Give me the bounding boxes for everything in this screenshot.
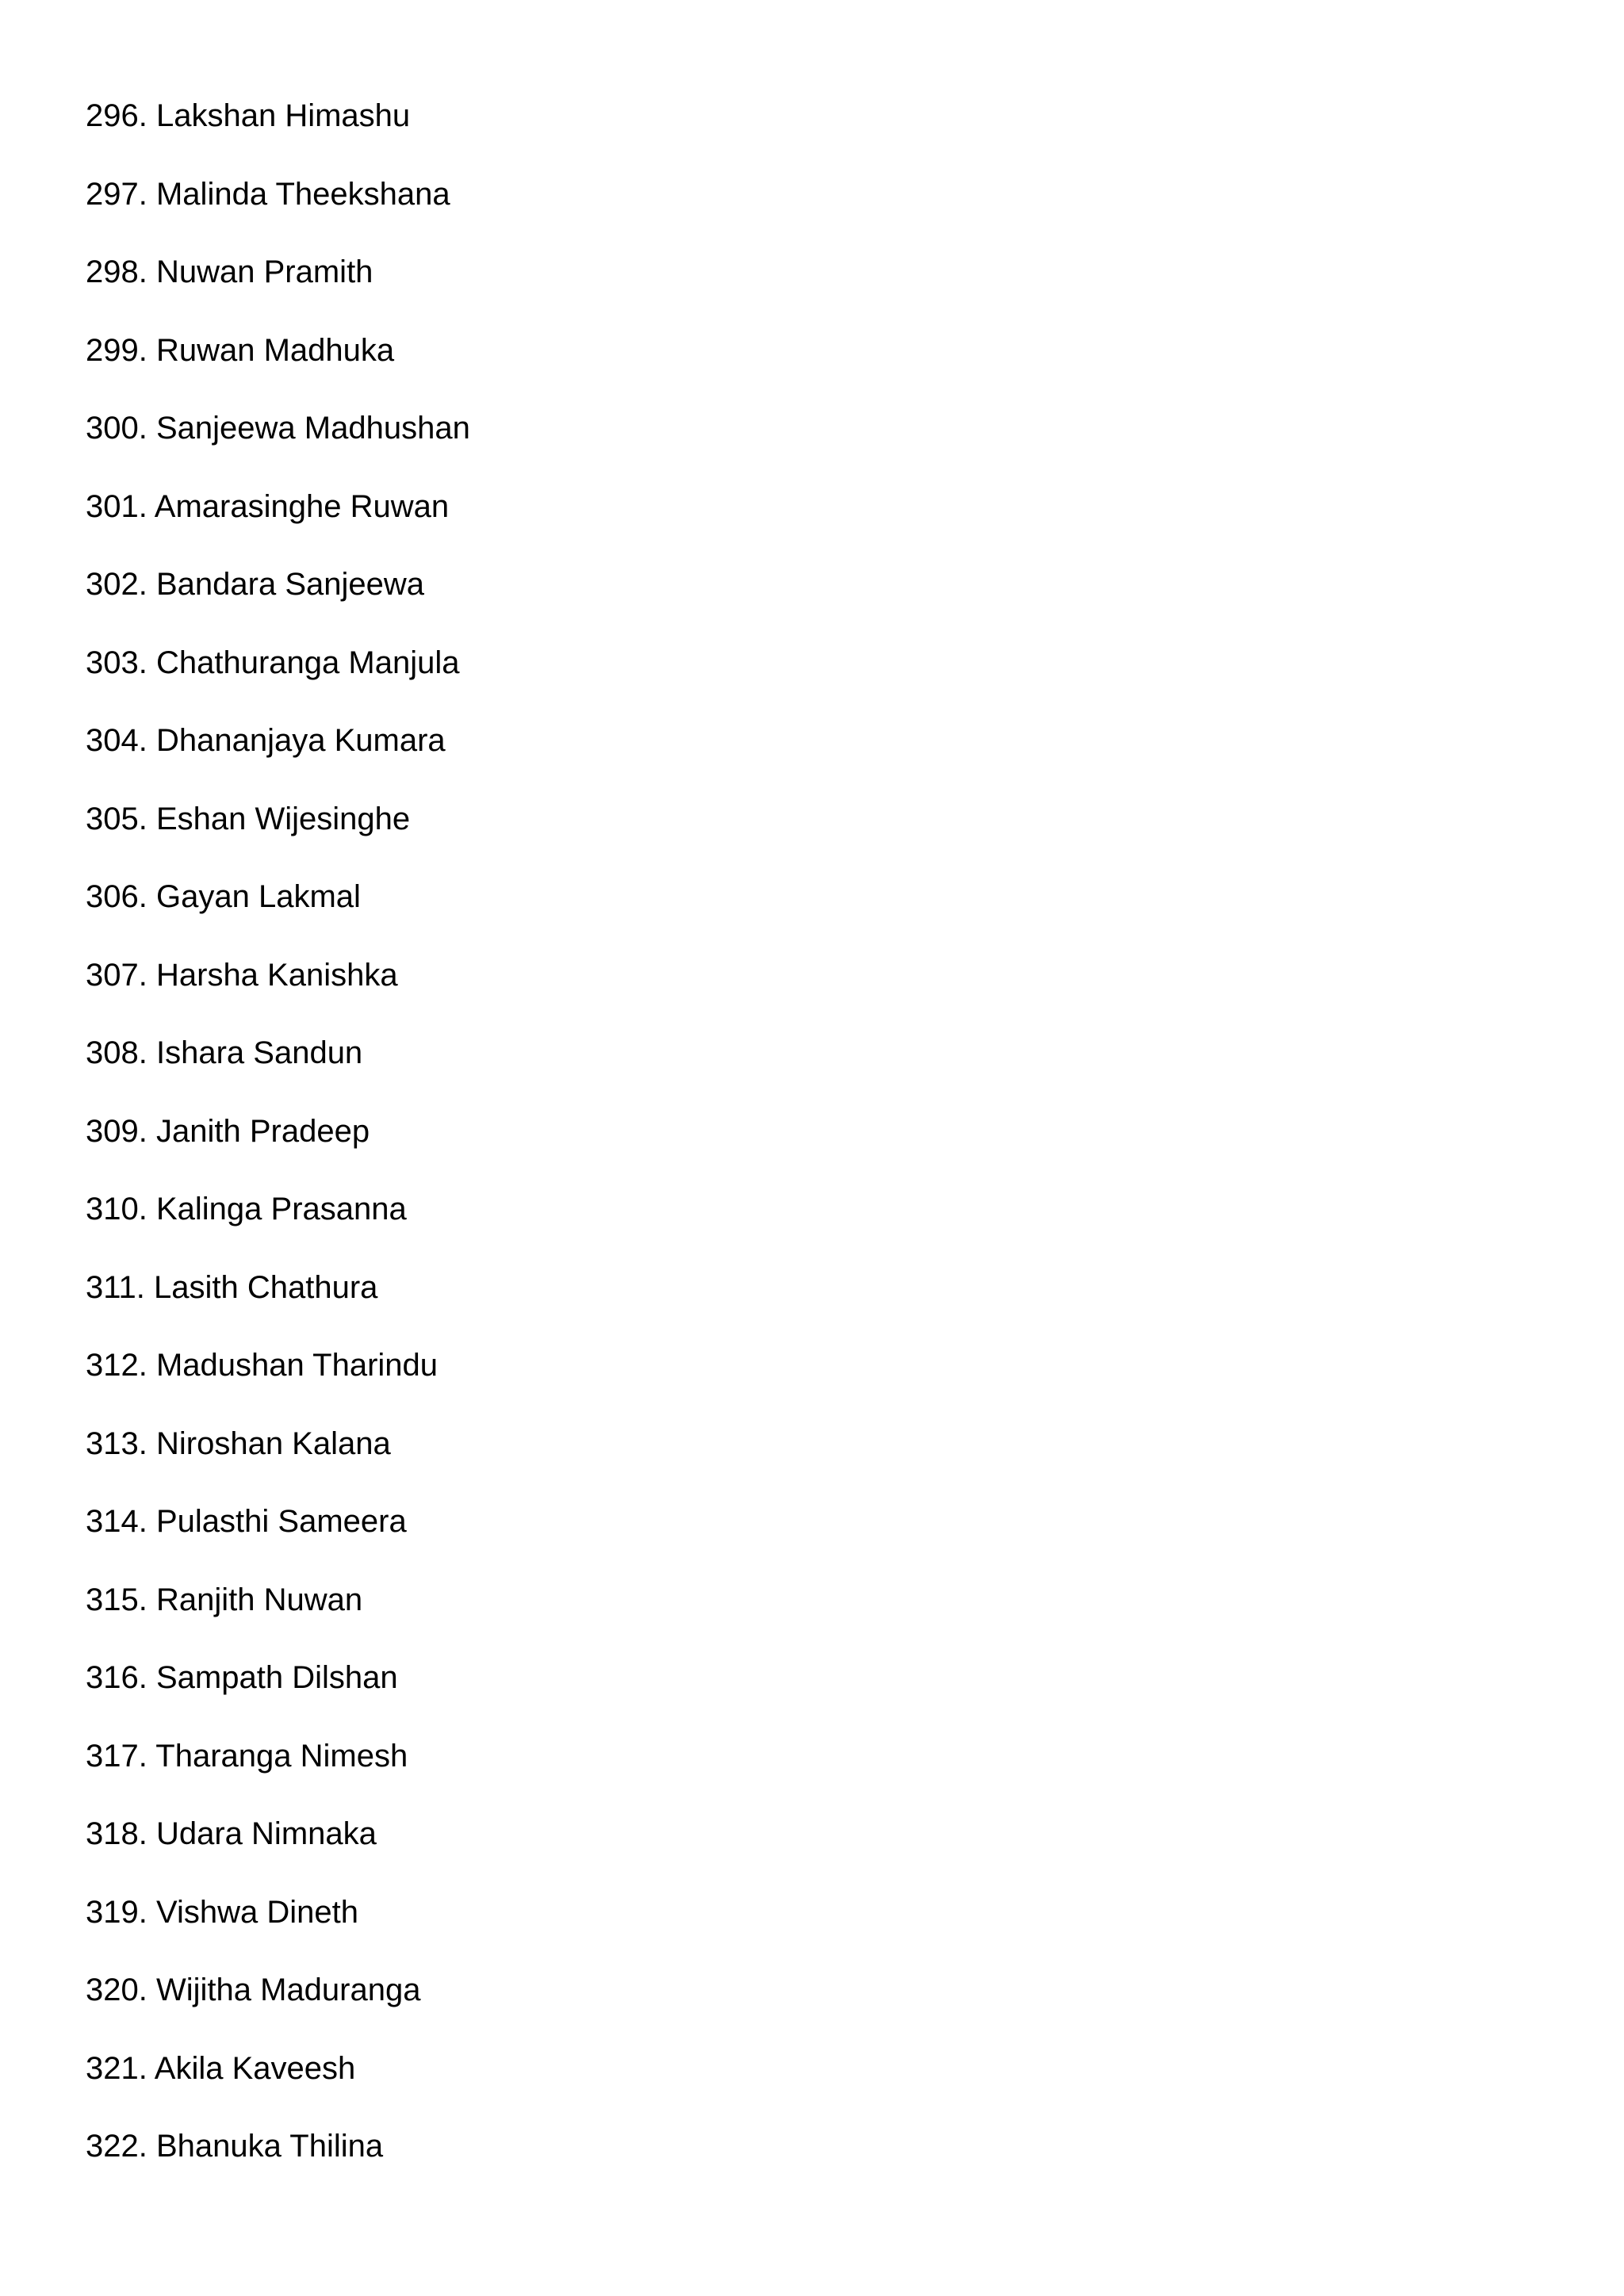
entry-number: 317 .	[86, 1739, 155, 1774]
list-item	[86, 1810, 1037, 1888]
list-item	[86, 1029, 1037, 1108]
entry-number: 310 .	[86, 1192, 156, 1226]
entry-name: Vishwa Dineth	[155, 1894, 358, 1930]
list-item	[86, 248, 1037, 327]
entry-number: 305 .	[86, 802, 156, 836]
entry-number: 303 .	[86, 645, 156, 680]
entry-name: Lasith Chathura	[154, 1269, 378, 1305]
entry-number: 318 .	[86, 1816, 156, 1851]
list-item	[86, 170, 1037, 249]
list-item	[86, 1732, 1037, 1811]
list-item	[86, 1341, 1037, 1420]
list-item	[86, 639, 1037, 718]
entry-name: Janith Pradeep	[155, 1113, 370, 1149]
entry-number: 312 .	[86, 1348, 156, 1383]
entry-name: Kalinga Prasanna	[155, 1192, 407, 1226]
entry-number: 296 .	[86, 98, 156, 133]
entry-number: 300 .	[86, 411, 156, 446]
list-item	[86, 483, 1037, 561]
list-item	[86, 404, 1037, 483]
entry-number: 299 .	[86, 333, 156, 368]
entry-name: Akila Kaveesh	[154, 2050, 356, 2086]
entry-name: Sampath Dilshan	[155, 1660, 398, 1695]
entry-number: 304 .	[86, 723, 156, 758]
entry-name: Bhanuka Thilina	[155, 2129, 384, 2164]
entry-number: 308 .	[86, 1035, 156, 1070]
entry-number: 313 .	[86, 1426, 156, 1461]
list-item	[86, 2045, 1037, 2123]
list-item	[86, 561, 1037, 639]
entry-number: 314 .	[86, 1504, 156, 1539]
entry-name: Bandara Sanjeewa	[155, 567, 425, 602]
list-item	[86, 1498, 1037, 1576]
entry-name: Amarasinghe Ruwan	[154, 488, 450, 524]
entry-name: Niroshan Kalana	[155, 1425, 391, 1461]
entry-name: Eshan Wijesinghe	[155, 801, 411, 836]
list-item	[86, 717, 1037, 795]
entry-number: 297 .	[86, 177, 156, 212]
entry-name: Tharanga Nimesh	[155, 1738, 408, 1774]
list-item	[86, 951, 1037, 1030]
entry-number: 307 .	[86, 958, 156, 993]
list-item	[86, 327, 1037, 405]
entry-name: Harsha Kanishka	[155, 957, 398, 993]
entry-name: Ishara Sandun	[155, 1035, 363, 1070]
entry-name: Malinda Theekshana	[155, 176, 450, 212]
entry-name: Wijitha Maduranga	[155, 1973, 421, 2007]
entry-name: Nuwan Pramith	[155, 254, 373, 289]
entry-number: 321 .	[86, 2051, 155, 2086]
entry-name: Ranjith Nuwan	[155, 1582, 363, 1617]
entry-number: 309 .	[86, 1114, 156, 1149]
entry-number: 298 .	[86, 254, 156, 289]
entry-name: Ruwan Madhuka	[155, 332, 395, 368]
list-item	[86, 92, 1037, 170]
entry-number: 315 .	[86, 1582, 156, 1617]
entry-name: Gayan Lakmal	[155, 879, 361, 914]
entry-number: 322 .	[86, 2129, 156, 2164]
entry-number: 320 .	[86, 1973, 156, 2007]
entry-number: 316 .	[86, 1660, 156, 1695]
entry-number: 302 .	[86, 567, 156, 602]
list-item	[86, 1420, 1037, 1498]
list-item	[86, 1108, 1037, 1186]
list-item	[86, 873, 1037, 951]
entry-name: Dhananjaya Kumara	[155, 723, 446, 758]
entry-number: 311 .	[86, 1270, 154, 1305]
entry-name: Pulasthi Sameera	[155, 1504, 407, 1539]
list-item	[86, 1185, 1037, 1264]
list-item	[86, 1264, 1037, 1342]
entry-name: Lakshan Himashu	[155, 98, 411, 133]
list-item	[86, 1654, 1037, 1732]
entry-name: Sanjeewa Madhushan	[155, 411, 470, 446]
entry-name: Udara Nimnaka	[155, 1816, 377, 1851]
entry-name: Madushan Tharindu	[155, 1348, 439, 1383]
entry-name: Chathuranga Manjula	[155, 645, 460, 680]
name-list	[86, 92, 1037, 2201]
list-item	[86, 1888, 1037, 1967]
entry-number: 301 .	[86, 489, 155, 524]
list-item	[86, 1966, 1037, 2045]
entry-number: 306 .	[86, 879, 156, 914]
list-item	[86, 795, 1037, 874]
entry-number: 319 .	[86, 1895, 156, 1930]
list-item	[86, 2122, 1037, 2201]
list-item	[86, 1576, 1037, 1655]
